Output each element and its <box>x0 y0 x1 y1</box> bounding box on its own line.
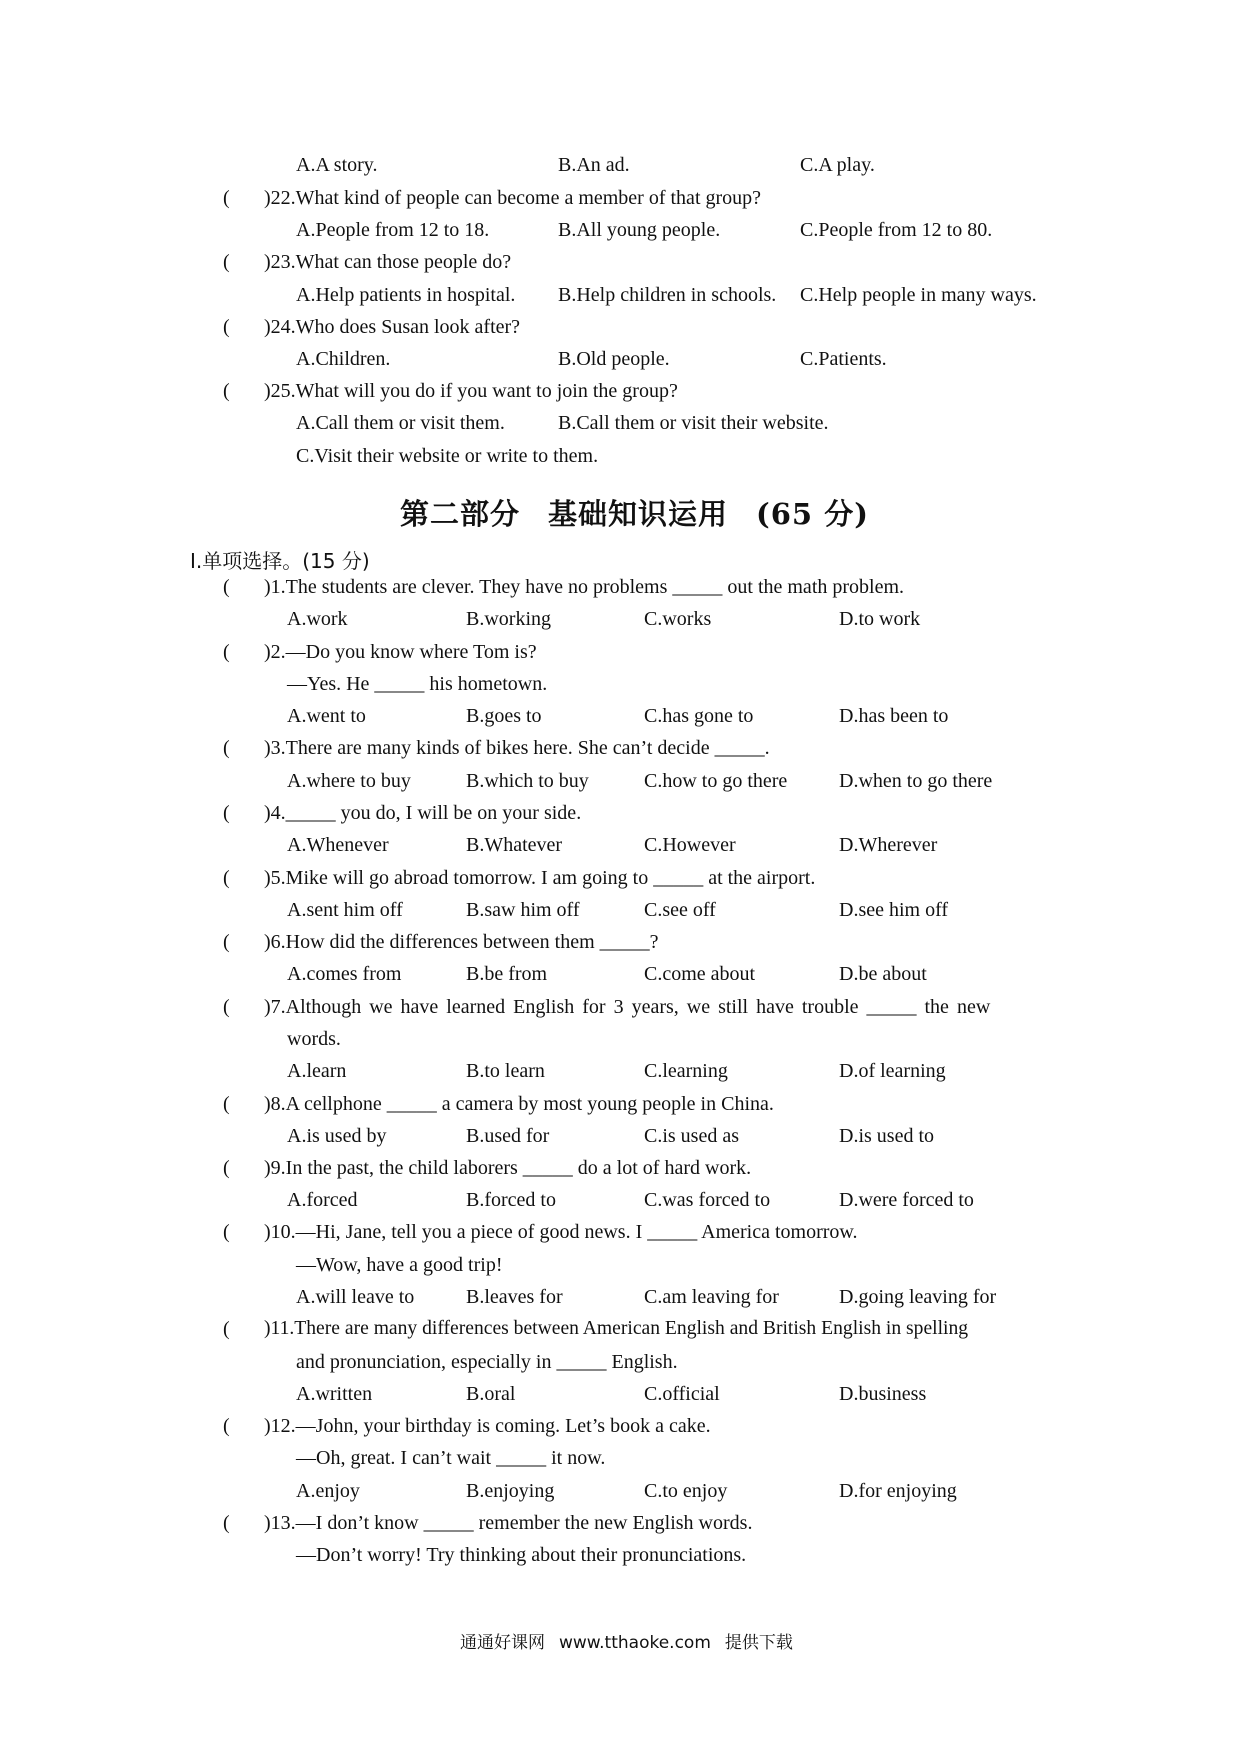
option-a: A.where to buy <box>287 770 411 792</box>
option-b: B.forced to <box>466 1189 556 1211</box>
option-d: D.for enjoying <box>839 1480 957 1502</box>
footer-url: www.tthaoke.com <box>559 1633 711 1653</box>
part-title-score: (65 分) <box>756 497 869 531</box>
question-text: )1.The students are clever. They have no problems _____ out the math problem. <box>264 576 905 598</box>
answer-blank: ( <box>223 931 230 953</box>
option-d: D.were forced to <box>839 1189 974 1211</box>
answer-blank: ( <box>223 380 230 402</box>
option-b: B.saw him off <box>466 899 580 921</box>
question-text: )13.—I don’t know _____ remember the new English words. <box>264 1512 753 1534</box>
option-a: A.A story. <box>296 154 378 176</box>
option-a: A.comes from <box>287 963 402 985</box>
option-d: D.is used to <box>839 1125 934 1147</box>
option-c: C.A play. <box>800 154 875 176</box>
question-text: )11.There are many differences between American English and British English in spelling <box>264 1318 969 1339</box>
option-c: C.has gone to <box>644 705 754 727</box>
option-c: C.People from 12 to 80. <box>800 219 993 241</box>
question-text: )4._____ you do, I will be on your side. <box>264 802 582 824</box>
option-a: A.written <box>296 1383 373 1405</box>
option-a: A.People from 12 to 18. <box>296 219 490 241</box>
option-c: C.learning <box>644 1060 728 1082</box>
option-d: D.Wherever <box>839 834 938 856</box>
question-continuation: and pronunciation, especially in _____ English. <box>296 1351 678 1373</box>
option-b: B.Call them or visit their website. <box>558 412 829 434</box>
answer-blank: ( <box>223 1157 230 1179</box>
option-c: C.However <box>644 834 736 856</box>
option-c: C.official <box>644 1383 720 1405</box>
option-c: C.works <box>644 608 712 630</box>
question-text: )12.—John, your birthday is coming. Let’s book a cake. <box>264 1415 711 1437</box>
option-c: C.Help people in many ways. <box>800 284 1037 306</box>
option-b: B.which to buy <box>466 770 589 792</box>
question-text: )22.What kind of people can become a member of that group? <box>264 187 762 209</box>
option-a: A.enjoy <box>296 1480 360 1502</box>
option-c: C.how to go there <box>644 770 788 792</box>
option-a: A.is used by <box>287 1125 387 1147</box>
question-continuation: words. <box>287 1028 341 1050</box>
option-d: D.business <box>839 1383 927 1405</box>
question-dialogue: —Yes. He _____ his hometown. <box>287 673 548 695</box>
option-a: A.work <box>287 608 348 630</box>
option-d: D.going leaving for <box>839 1286 997 1308</box>
question-text: )8.A cellphone _____ a camera by most young people in China. <box>264 1093 774 1115</box>
option-b: B.All young people. <box>558 219 721 241</box>
question-text: )24.Who does Susan look after? <box>264 316 521 338</box>
page-footer <box>460 1628 793 1653</box>
part-title-number: 第二部分 <box>400 497 521 531</box>
footer-suffix: 提供下载 <box>724 1633 793 1653</box>
option-d: D.see him off <box>839 899 949 921</box>
option-a: A.Help patients in hospital. <box>296 284 516 306</box>
option-b: B.Help children in schools. <box>558 284 777 306</box>
answer-blank: ( <box>223 641 230 663</box>
part-title <box>400 492 869 533</box>
answer-blank: ( <box>223 1415 230 1437</box>
option-b: B.oral <box>466 1383 516 1405</box>
option-a: A.went to <box>287 705 366 727</box>
option-a: A.sent him off <box>287 899 403 921</box>
answer-blank: ( <box>223 802 230 824</box>
section-heading: Ⅰ.单项选择。(15 分) <box>190 549 370 573</box>
question-text: )7.Although we have learned English for 3 years, we still have trouble _____ the new <box>264 996 991 1018</box>
option-c: C.come about <box>644 963 756 985</box>
part-title-name: 基础知识运用 <box>548 497 729 531</box>
question-text: )5.Mike will go abroad tomorrow. I am going to _____ at the airport. <box>264 867 816 889</box>
option-b: B.Old people. <box>558 348 670 370</box>
option-d: D.of learning <box>839 1060 946 1082</box>
answer-blank: ( <box>223 576 230 598</box>
footer-brand: 通通好课网 <box>460 1633 545 1653</box>
option-c: C.was forced to <box>644 1189 771 1211</box>
option-b: B.Whatever <box>466 834 563 856</box>
option-a: A.forced <box>287 1189 358 1211</box>
question-text: )9.In the past, the child laborers _____ do a lot of hard work. <box>264 1157 752 1179</box>
option-c: C.Patients. <box>800 348 887 370</box>
option-b: B.enjoying <box>466 1480 555 1502</box>
answer-blank: ( <box>223 316 230 338</box>
question-text: )3.There are many kinds of bikes here. She can’t decide _____. <box>264 737 770 759</box>
answer-blank: ( <box>223 737 230 759</box>
option-c: C.see off <box>644 899 716 921</box>
option-c: C.am leaving for <box>644 1286 779 1308</box>
question-text: )25.What will you do if you want to join the group? <box>264 380 678 402</box>
option-c: C.is used as <box>644 1125 739 1147</box>
option-a: A.Call them or visit them. <box>296 412 505 434</box>
option-b: B.An ad. <box>558 154 630 176</box>
answer-blank: ( <box>223 1318 230 1340</box>
option-b: B.leaves for <box>466 1286 563 1308</box>
answer-blank: ( <box>223 187 230 209</box>
option-d: D.be about <box>839 963 927 985</box>
option-a: A.Children. <box>296 348 391 370</box>
option-c: C.Visit their website or write to them. <box>296 445 599 467</box>
option-a: A.will leave to <box>296 1286 415 1308</box>
question-text: )23.What can those people do? <box>264 251 512 273</box>
option-a: A.Whenever <box>287 834 389 856</box>
answer-blank: ( <box>223 251 230 273</box>
question-dialogue: —Oh, great. I can’t wait _____ it now. <box>296 1447 606 1469</box>
question-dialogue: —Don’t worry! Try thinking about their pronunciations. <box>296 1544 747 1566</box>
option-d: D.to work <box>839 608 921 630</box>
question-text: )10.—Hi, Jane, tell you a piece of good news. I _____ America tomorrow. <box>264 1221 858 1243</box>
option-b: B.working <box>466 608 551 630</box>
answer-blank: ( <box>223 1093 230 1115</box>
option-b: B.be from <box>466 963 548 985</box>
question-dialogue: —Wow, have a good trip! <box>296 1254 503 1276</box>
answer-blank: ( <box>223 867 230 889</box>
option-d: D.when to go there <box>839 770 993 792</box>
option-a: A.learn <box>287 1060 347 1082</box>
option-b: B.goes to <box>466 705 542 727</box>
question-text: )2.—Do you know where Tom is? <box>264 641 537 663</box>
question-text: )6.How did the differences between them _____? <box>264 931 659 953</box>
answer-blank: ( <box>223 996 230 1018</box>
option-d: D.has been to <box>839 705 949 727</box>
answer-blank: ( <box>223 1221 230 1243</box>
option-c: C.to enjoy <box>644 1480 728 1502</box>
answer-blank: ( <box>223 1512 230 1534</box>
option-b: B.to learn <box>466 1060 545 1082</box>
option-b: B.used for <box>466 1125 550 1147</box>
